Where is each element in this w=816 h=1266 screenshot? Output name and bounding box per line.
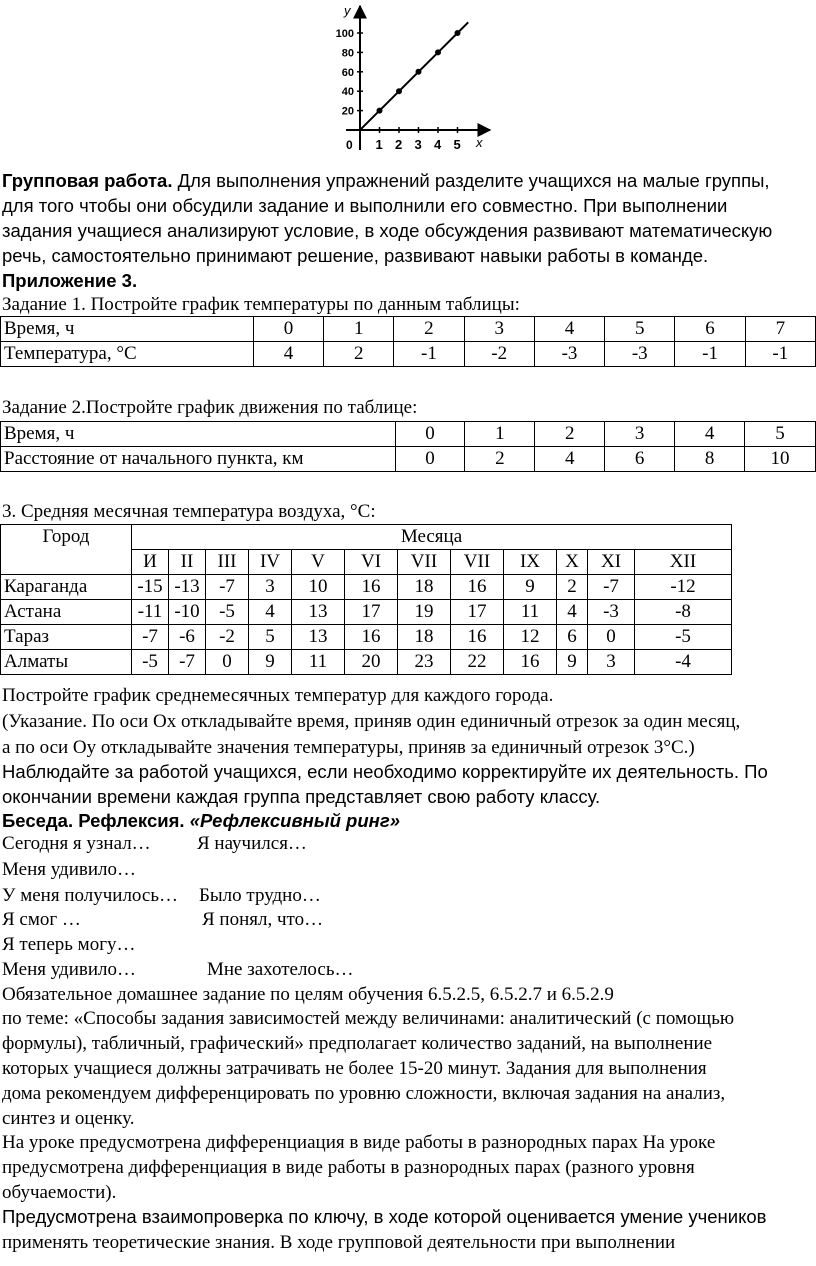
- table-cell: 16: [451, 625, 504, 650]
- table-cell: 10: [292, 575, 345, 600]
- table-cell: -1: [394, 342, 464, 367]
- table-cell: -2: [206, 625, 249, 650]
- table-cell: 19: [398, 600, 451, 625]
- differentiation-line: На уроке предусмотрена дифференциация в виде работы в разнородных парах На уроке: [2, 1132, 716, 1153]
- x-tick-label: 2: [395, 137, 403, 152]
- x-tick-label: 4: [434, 137, 442, 152]
- table-cell: -5: [132, 650, 169, 675]
- table-cell: 9: [557, 650, 588, 675]
- peer-check-line: Предусмотрена взаимопроверка по ключу, в ходе которой оценивается умение учеников: [2, 1206, 767, 1227]
- table-cell: 2: [557, 575, 588, 600]
- group-work-line-4: речь, самостоятельно принимают решение, развивают навыки работы в команде.: [2, 245, 709, 266]
- table-cell: 2: [465, 447, 535, 472]
- x-tick-label: 5: [453, 137, 461, 152]
- table-cell: 2: [394, 317, 464, 342]
- homework-line: формулы), табличный, графический» предполагает количество заданий, на выполнение: [2, 1033, 713, 1054]
- x-tick-label: 3: [414, 137, 422, 152]
- group-work-line-1: Групповая работа. Для выполнения упражнений разделите учащихся на малые группы,: [2, 170, 770, 191]
- table-cell: 0: [588, 625, 635, 650]
- table-cell: 0: [206, 650, 249, 675]
- homework-line: Обязательное домашнее задание по целям обучения 6.5.2.5, 6.5.2.7 и 6.5.2.9: [2, 984, 614, 1005]
- task1-table: [0, 316, 816, 367]
- reflection-row: У меня получилось… Было трудно…: [2, 885, 321, 906]
- data-point: [435, 49, 441, 55]
- reflection-row: Меня удивило…: [2, 859, 136, 880]
- table-row: [1, 317, 816, 342]
- line-graph: [326, 0, 496, 160]
- data-point: [377, 108, 383, 114]
- table-row: [1, 625, 732, 650]
- table-cell: 4: [253, 342, 323, 367]
- table-cell: 3: [588, 650, 635, 675]
- observe-line-2: окончании времени каждая группа представляет свою работу классу.: [2, 786, 601, 807]
- task3-instruction: Постройте график среднемесячных температур для каждого города.: [2, 685, 554, 706]
- table-cell: 5: [249, 625, 292, 650]
- table-cell: 9: [504, 575, 557, 600]
- data-point: [396, 88, 402, 94]
- table-cell: 0: [253, 317, 323, 342]
- month-header: IV: [249, 550, 292, 575]
- task3-title: 3. Средняя месячная температура воздуха, °С:: [2, 501, 376, 522]
- table-cell: 6: [605, 447, 675, 472]
- appendix-title: Приложение 3.: [2, 270, 138, 291]
- table-cell: -7: [132, 625, 169, 650]
- table-row: [1, 525, 732, 550]
- y-tick-label: 60: [341, 66, 354, 79]
- month-header: И: [132, 550, 169, 575]
- table-row: [1, 422, 816, 447]
- group-work-line-2: для того чтобы они обсудили задание и выполнили его совместно. При выполнении: [2, 195, 728, 216]
- table-cell: 16: [451, 575, 504, 600]
- table-cell: -6: [169, 625, 206, 650]
- table-cell: 4: [675, 422, 745, 447]
- table-row: [1, 600, 732, 625]
- table-cell: 4: [534, 317, 604, 342]
- table-cell: 18: [398, 575, 451, 600]
- table-cell: -1: [675, 342, 745, 367]
- table-cell: 8: [675, 447, 745, 472]
- table-cell: -13: [169, 575, 206, 600]
- peer-check-line: применять теоретические знания. В ходе групповой деятельности при выполнении: [2, 1232, 676, 1253]
- x-axis-label: x: [476, 135, 483, 150]
- table-cell: 9: [249, 650, 292, 675]
- reflection-row: Сегодня я узнал… Я научился…: [2, 833, 307, 854]
- table-cell: -11: [132, 600, 169, 625]
- month-header: IX: [504, 550, 557, 575]
- table-cell: 2: [324, 342, 394, 367]
- city-name: Караганда: [1, 575, 132, 600]
- table-cell: 16: [345, 575, 398, 600]
- city-name: Астана: [1, 600, 132, 625]
- table-cell: 6: [557, 625, 588, 650]
- table-cell: 7: [745, 317, 815, 342]
- observe-line-1: Наблюдайте за работой учащихся, если необходимо корректируйте их деятельность. По: [2, 761, 768, 782]
- homework-line: синтез и оценку.: [2, 1108, 135, 1129]
- city-header: Город: [1, 525, 132, 575]
- table-cell: 0: [395, 447, 465, 472]
- table-cell: 0: [395, 422, 465, 447]
- table-cell: 10: [745, 447, 816, 472]
- homework-line: дома рекомендуем дифференцировать по уровню сложности, включая задания на анализ,: [2, 1083, 726, 1104]
- reflection-title: Беседа. Рефлексия. «Рефлексивный ринг»: [2, 810, 400, 831]
- row-label: Время, ч: [1, 317, 254, 342]
- row-label: Расстояние от начального пункта, км: [1, 447, 396, 472]
- table-cell: -5: [206, 600, 249, 625]
- task3-table: [0, 524, 732, 675]
- table-cell: 20: [345, 650, 398, 675]
- table-cell: 1: [465, 422, 535, 447]
- month-header: V: [292, 550, 345, 575]
- task2-title: Задание 2.Постройте график движения по таблице:: [2, 397, 418, 418]
- table-cell: -3: [588, 600, 635, 625]
- table-cell: -3: [534, 342, 604, 367]
- table-row: [1, 342, 816, 367]
- homework-line: которых учащиеся должны затрачивать не более 15-20 минут. Задания для выполнения: [2, 1058, 707, 1079]
- table-cell: 4: [249, 600, 292, 625]
- city-name: Тараз: [1, 625, 132, 650]
- table-cell: 3: [249, 575, 292, 600]
- month-header: III: [206, 550, 249, 575]
- table-cell: -8: [635, 600, 732, 625]
- table-cell: 12: [504, 625, 557, 650]
- month-header: II: [169, 550, 206, 575]
- table-cell: -1: [745, 342, 815, 367]
- data-point: [455, 30, 461, 36]
- table-cell: -7: [169, 650, 206, 675]
- y-axis-label: y: [344, 3, 351, 18]
- differentiation-line: предусмотрена дифференциация в виде работы в разнородных парах (разного уровня: [2, 1157, 695, 1178]
- y-tick-label: 40: [341, 86, 354, 99]
- table-cell: -5: [635, 625, 732, 650]
- task3-hint-line-1: (Указание. По оси Ох откладывайте время, приняв один единичный отрезок за один месяц,: [2, 711, 741, 732]
- group-work-line-3: задания учащиеся анализируют условие, в ходе обсуждения развивают математическую: [2, 220, 773, 241]
- origin-label: 0: [346, 138, 353, 152]
- table-cell: 23: [398, 650, 451, 675]
- table-cell: 17: [451, 600, 504, 625]
- table-cell: 13: [292, 600, 345, 625]
- city-name: Алматы: [1, 650, 132, 675]
- table-cell: 16: [345, 625, 398, 650]
- table-cell: -7: [588, 575, 635, 600]
- y-tick-label: 100: [335, 28, 354, 40]
- y-tick-label: 80: [341, 47, 354, 60]
- differentiation-line: обучаемости).: [2, 1182, 117, 1203]
- task1-title: Задание 1. Постройте график температуры по данным таблицы:: [2, 294, 520, 315]
- row-label: Время, ч: [1, 422, 396, 447]
- table-cell: -7: [206, 575, 249, 600]
- table-row: [1, 650, 732, 675]
- table-cell: -4: [635, 650, 732, 675]
- table-cell: 5: [745, 422, 816, 447]
- table-cell: 11: [504, 600, 557, 625]
- table-cell: 6: [675, 317, 745, 342]
- reflection-row: Я теперь могу…: [2, 934, 136, 955]
- table-cell: 18: [398, 625, 451, 650]
- table-cell: -10: [169, 600, 206, 625]
- table-cell: -15: [132, 575, 169, 600]
- reflection-row: Я смог … Я понял, что…: [2, 909, 324, 930]
- month-header: VII: [451, 550, 504, 575]
- month-header: XII: [635, 550, 732, 575]
- month-header: X: [557, 550, 588, 575]
- table-cell: 16: [504, 650, 557, 675]
- graph-line: [360, 22, 468, 130]
- table-cell: 22: [451, 650, 504, 675]
- month-header: XI: [588, 550, 635, 575]
- table-row: [1, 575, 732, 600]
- table-cell: 1: [324, 317, 394, 342]
- x-tick-label: 1: [375, 137, 383, 152]
- task2-table: [0, 421, 816, 472]
- table-cell: 3: [605, 422, 675, 447]
- table-row: [1, 447, 816, 472]
- reflection-row: Меня удивило… Мне захотелось…: [2, 959, 354, 980]
- table-cell: 3: [464, 317, 534, 342]
- month-header: VII: [398, 550, 451, 575]
- data-point: [416, 69, 422, 75]
- table-cell: 17: [345, 600, 398, 625]
- month-header: VI: [345, 550, 398, 575]
- table-cell: -2: [464, 342, 534, 367]
- table-cell: 4: [535, 447, 605, 472]
- table-cell: 2: [535, 422, 605, 447]
- table-cell: -12: [635, 575, 732, 600]
- table-cell: 11: [292, 650, 345, 675]
- homework-line: по теме: «Способы задания зависимостей между величинами: аналитический (с помощью: [2, 1008, 735, 1029]
- task3-hint-line-2: а по оси Оу откладывайте значения температуры, приняв за единичный отрезок 3°С.): [2, 737, 695, 758]
- table-cell: 5: [605, 317, 675, 342]
- table-cell: 4: [557, 600, 588, 625]
- table-cell: -3: [605, 342, 675, 367]
- y-tick-label: 20: [341, 105, 354, 118]
- months-header: Месяца: [132, 525, 732, 550]
- table-cell: 13: [292, 625, 345, 650]
- row-label: Температура, °С: [1, 342, 254, 367]
